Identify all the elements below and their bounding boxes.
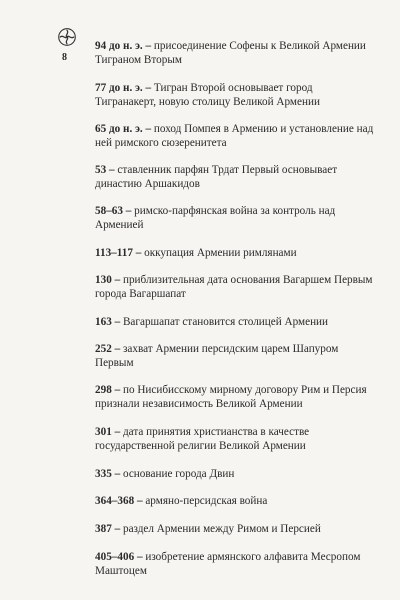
timeline-entry — [95, 494, 375, 508]
entry-date: 335 — [95, 468, 112, 480]
entry-date: 387 — [95, 523, 112, 535]
timeline-entry — [95, 383, 375, 411]
entry-dash: – — [111, 274, 123, 286]
timeline-entry — [95, 122, 375, 150]
page-number: 8 — [62, 52, 67, 63]
entry-text: поход Помпея в Армению и установление над ней римского сюзеренитета — [95, 123, 374, 149]
entry-text: дата принятия христианства в качестве государственной религии Великой Армении — [95, 426, 310, 452]
entry-dash: – — [111, 343, 123, 355]
entry-text: изобретение армянского алфавита Месропом Маштоцем — [95, 551, 361, 577]
timeline-entry — [95, 315, 375, 329]
entry-text: захват Армении персидским царем Шапуром Первым — [95, 343, 339, 369]
entry-date: 53 — [95, 164, 107, 176]
entry-text: раздел Армении между Римом и Персией — [122, 523, 321, 535]
timeline-entry — [95, 467, 375, 481]
chronology-list — [95, 26, 375, 578]
entry-dash: – — [142, 40, 154, 52]
entry-date: 252 — [95, 343, 112, 355]
entry-date: 163 — [95, 316, 112, 328]
entry-date: 298 — [95, 384, 112, 396]
entry-text: присоединение Софены к Великой Армении Тиграном Вторым — [95, 40, 366, 66]
entry-date: 58–63 — [95, 205, 123, 217]
rosette-emblem-icon — [58, 28, 76, 46]
entry-date: 77 до н. э. — [95, 82, 143, 94]
entry-dash: – — [111, 523, 123, 535]
entry-text: римско-парфянская война за контроль над Арменией — [95, 205, 336, 231]
entry-dash: – — [111, 468, 123, 480]
timeline-entry — [95, 81, 375, 109]
entry-text: ставленник парфян Трдат Первый основывает династию Аршакидов — [95, 164, 338, 190]
timeline-entry — [95, 342, 375, 370]
entry-text: по Нисибисскому мирному договору Рим и Персия признали независимость Великой Армении — [95, 384, 367, 410]
entry-dash: – — [142, 123, 154, 135]
timeline-entry — [95, 246, 375, 260]
entry-date: 405–406 — [95, 551, 135, 563]
entry-text: приблизительная дата основания Вагаршем Первым города Вагаршапат — [95, 274, 373, 300]
entry-text: основание города Двин — [122, 468, 235, 480]
entry-dash: – — [111, 316, 123, 328]
entry-date: 65 до н. э. — [95, 123, 143, 135]
entry-text: оккупация Армении римлянами — [144, 247, 297, 259]
entry-date: 364–368 — [95, 495, 135, 507]
entry-dash: – — [111, 426, 123, 438]
entry-dash: – — [111, 384, 123, 396]
timeline-entry — [95, 39, 375, 67]
entry-dash: – — [122, 205, 135, 217]
entry-date: 130 — [95, 274, 112, 286]
timeline-entry — [95, 163, 375, 191]
entry-dash: – — [142, 82, 154, 94]
entry-dash: – — [134, 551, 146, 563]
timeline-entry — [95, 273, 375, 301]
entry-date: 301 — [95, 426, 112, 438]
entry-date: 94 до н. э. — [95, 40, 143, 52]
timeline-entry — [95, 522, 375, 536]
timeline-entry — [95, 550, 375, 578]
timeline-entry — [95, 204, 375, 232]
entry-dash: – — [132, 247, 145, 259]
entry-date: 113–117 — [95, 247, 133, 259]
entry-dash: – — [106, 164, 118, 176]
entry-dash: – — [134, 495, 146, 507]
entry-text: Вагаршапат становится столицей Армении — [122, 316, 329, 328]
entry-text: армяно-персидская война — [145, 495, 268, 507]
entry-text: Тигран Второй основывает город Тигранакерт, новую столицу Великой Армении — [95, 82, 320, 108]
timeline-entry — [95, 425, 375, 453]
